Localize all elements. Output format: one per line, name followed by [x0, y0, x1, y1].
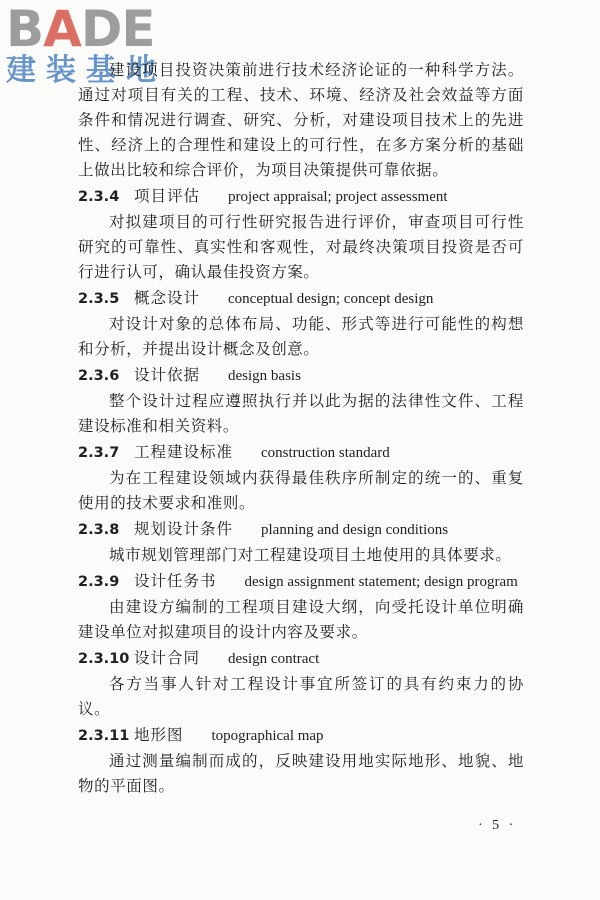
section-heading-2-3-5: 2.3.5 概念设计 conceptual design; concept design [78, 289, 434, 307]
section-heading-2-3-4: 2.3.4 项目评估 project appraisal; project assessment [78, 187, 448, 205]
logo-wordmark: BADE [6, 0, 155, 58]
section-body-2-3-4: 对拟建项目的可行性研究报告进行评价，审查项目可行性研究的可靠性、真实性和客观性，对最终决策项目投资是否可行进行认可，确认最佳投资方案。 [78, 213, 524, 281]
section-body-2-3-6: 整个设计过程应遵照执行并以此为据的法律性文件、工程建设标准和相关资料。 [78, 392, 524, 435]
section-body-2-3-7: 为在工程建设领域内获得最佳秩序所制定的统一的、重复使用的技术要求和准则。 [78, 469, 524, 512]
section-body-2-3-5: 对设计对象的总体布局、功能、形式等进行可能性的构想和分析，并提出设计概念及创意。 [78, 315, 524, 358]
section-heading-2-3-6: 2.3.6 设计依据 design basis [78, 366, 301, 384]
section-heading-2-3-9: 2.3.9 设计任务书 design assignment statement; design program [78, 572, 518, 590]
section-heading-2-3-8: 2.3.8 规划设计条件 planning and design conditions [78, 520, 449, 538]
intro-paragraph: 建设项目投资决策前进行技术经济论证的一种科学方法。通过对项目有关的工程、技术、环境、经济及社会效益等方面条件和情况进行调查、研究、分析，对建设项目技术上的先进性、经济上的合理性和建设上的可行性，在多方案分析的基础上做出比较和综合评价，为项目决策提供可靠依据。 [78, 61, 524, 179]
section-heading-2-3-10: 2.3.10 设计合同 design contract [78, 649, 320, 667]
section-body-2-3-10: 各方当事人针对工程设计事宜所签订的具有约束力的协议。 [78, 675, 524, 718]
section-heading-2-3-11: 2.3.11 地形图 topographical map [78, 726, 324, 744]
section-body-2-3-11: 通过测量编制而成的，反映建设用地实际地形、地貌、地物的平面图。 [78, 752, 524, 795]
document-body [78, 58, 524, 799]
section-body-2-3-9: 由建设方编制的工程项目建设大纲，向受托设计单位明确建设单位对拟建项目的设计内容及要求。 [78, 598, 524, 641]
page-number: · 5 · [478, 818, 517, 833]
section-heading-2-3-7: 2.3.7 工程建设标准 construction standard [78, 443, 390, 461]
section-body-2-3-8: 城市规划管理部门对工程建设项目土地使用的具体要求。 [109, 546, 512, 564]
logo-subtitle: 建装基地 [6, 53, 166, 88]
